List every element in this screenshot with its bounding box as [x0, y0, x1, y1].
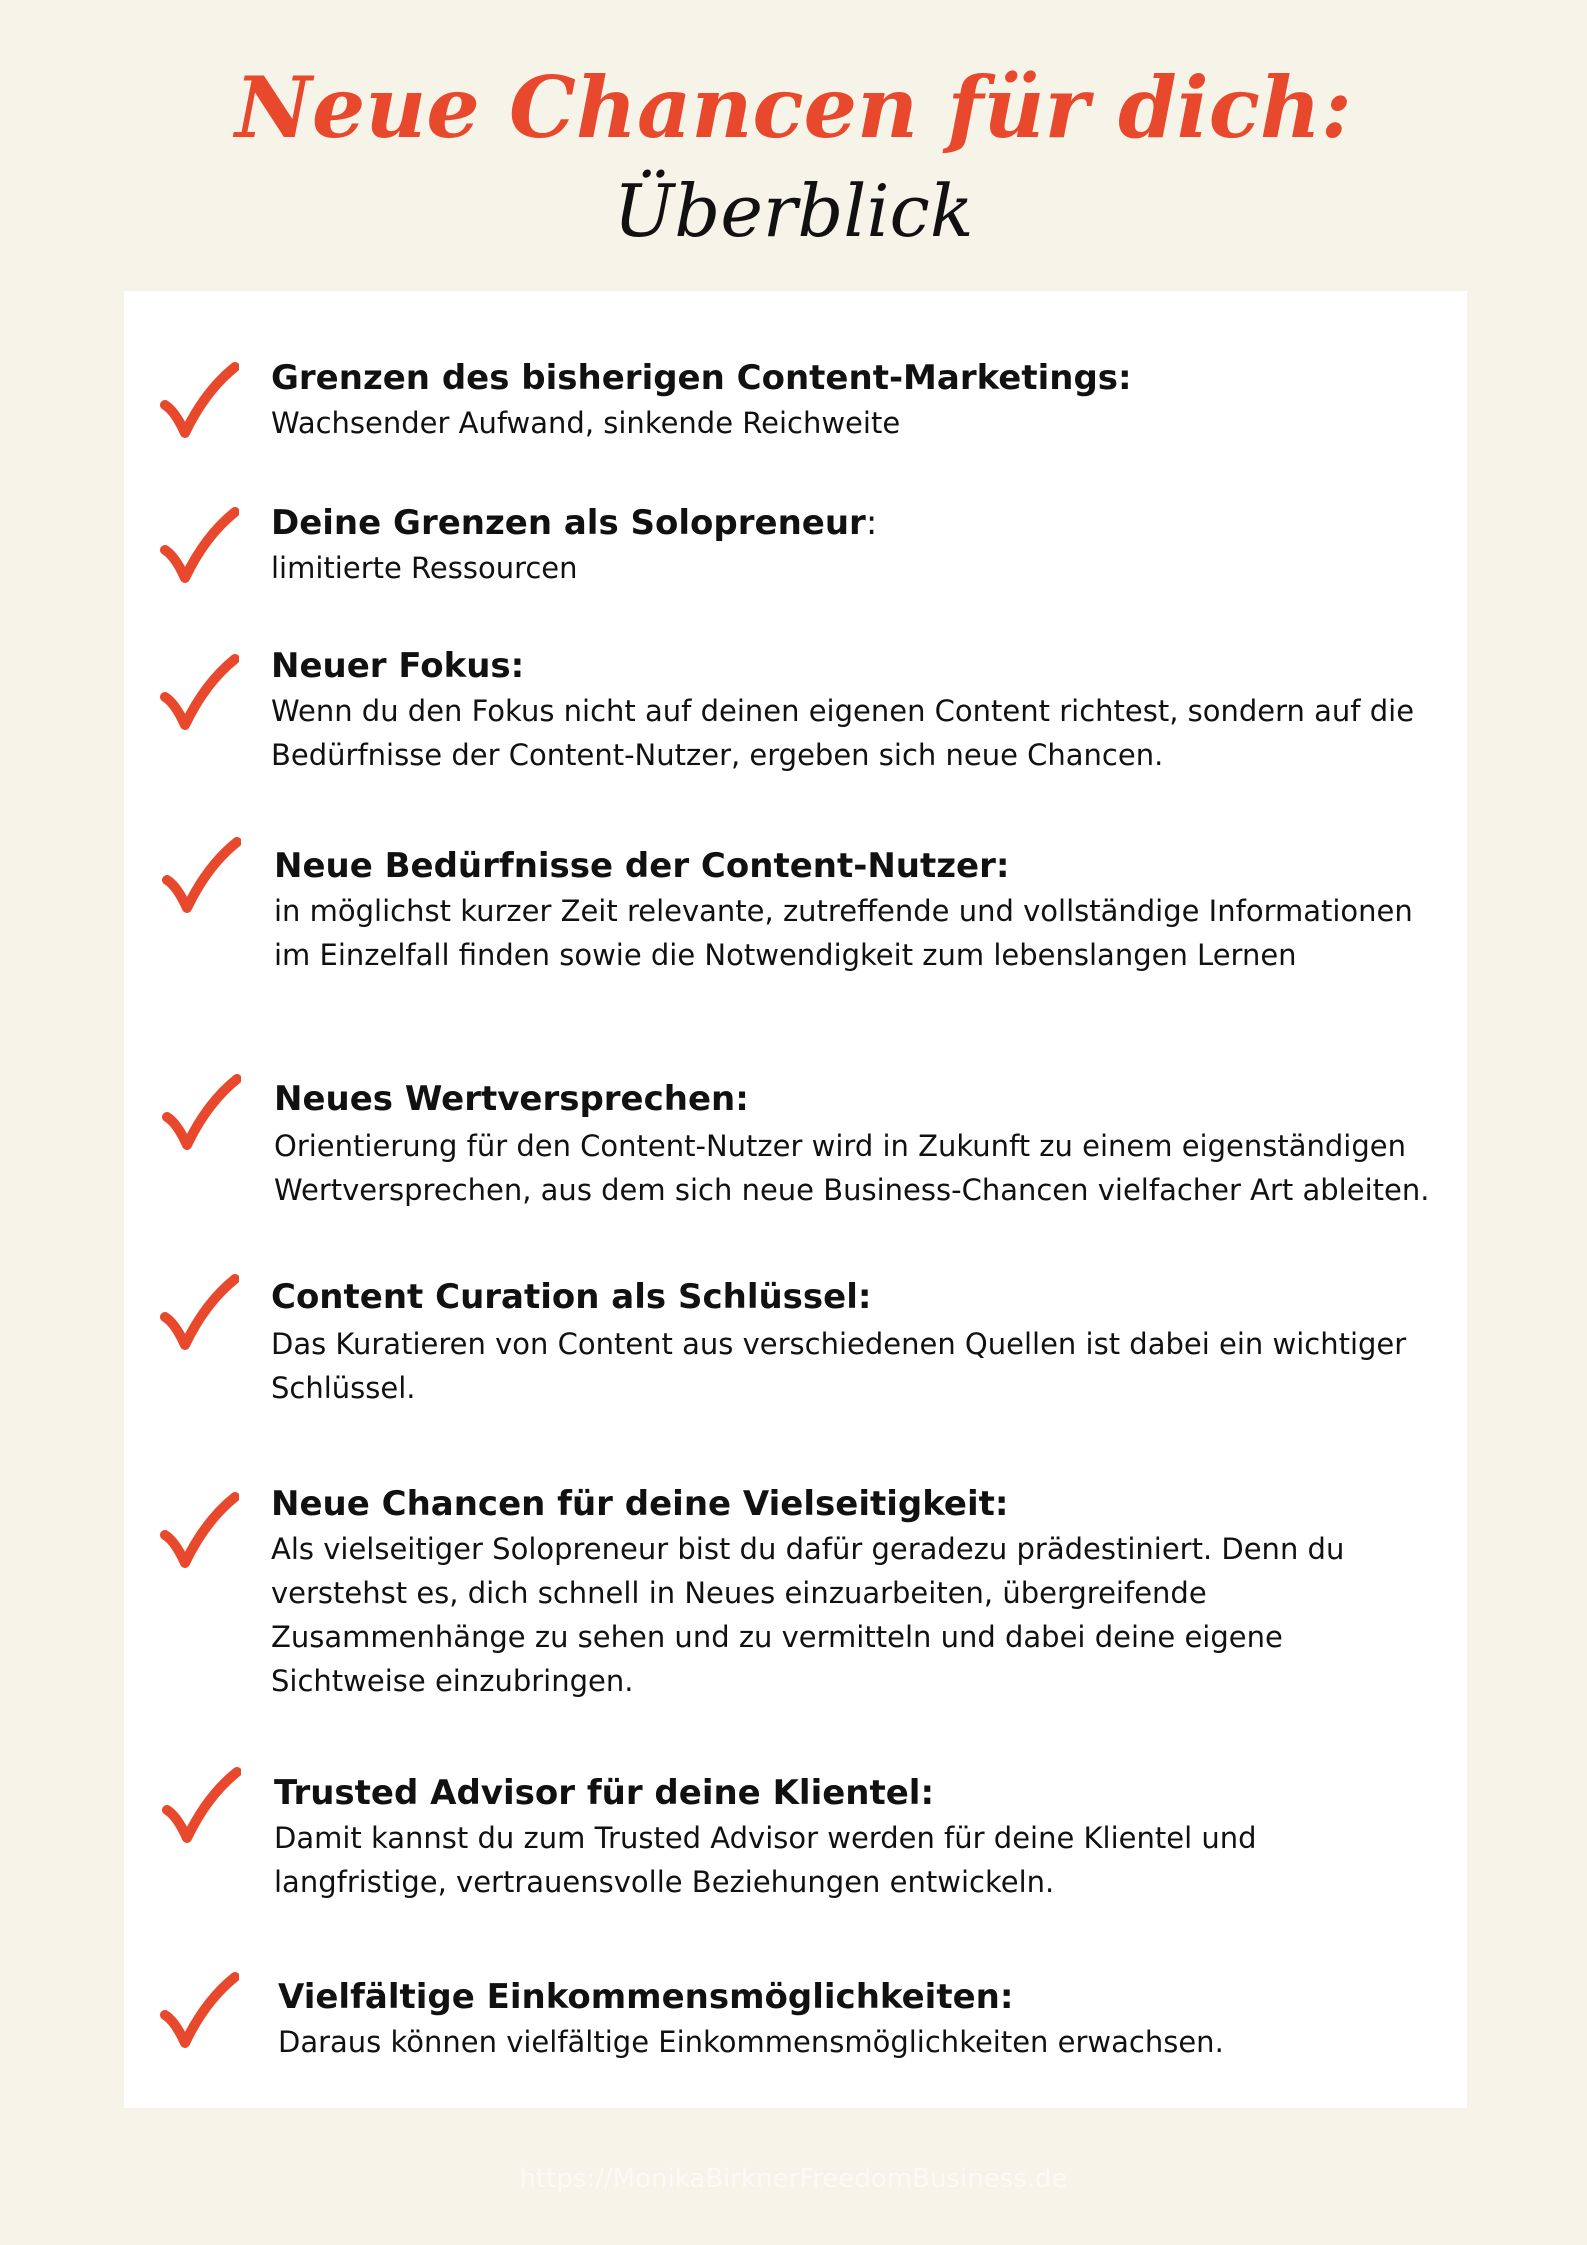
- item-description: limitierte Ressourcen: [271, 551, 578, 585]
- item-description: Orientierung für den Content-Nutzer wird in Zukunft zu einem eigenständigen Wertversprechen, aus dem sich neue Business-Chancen vielfacher Art ableiten.: [274, 1129, 1430, 1207]
- item-description: Wenn du den Fokus nicht auf deinen eigenen Content richtest, sondern auf die Bedürfnisse der Content-Nutzer, ergeben sich neue Chancen.: [271, 694, 1415, 772]
- checkmark-icon: [161, 1073, 241, 1153]
- footer-url: https://MonikaBirknerFreedomBusiness.de: [519, 2164, 1068, 2194]
- item-title: Vielfältige Einkommensmöglichkeiten:: [278, 1977, 1014, 2017]
- item-description: Wachsender Aufwand, sinkende Reichweite: [271, 406, 901, 440]
- checkmark-icon: [159, 361, 239, 441]
- item-description: in möglichst kurzer Zeit relevante, zutreffende und vollständige Informationen im Einzelfall finden sowie die Notwendigkeit zum lebenslangen Lernen: [274, 894, 1413, 972]
- item-title: Neue Chancen für deine Vielseitigkeit:: [271, 1484, 1009, 1524]
- checkmark-icon: [159, 1971, 239, 2051]
- page-title: Neue Chancen für dich:: [235, 58, 1352, 157]
- item-title: Neues Wertversprechen:: [274, 1079, 749, 1119]
- overview-card: [124, 291, 1467, 2108]
- item-description: Daraus können vielfältige Einkommensmöglichkeiten erwachsen.: [278, 2025, 1224, 2059]
- item-description: Das Kuratieren von Content aus verschiedenen Quellen ist dabei ein wichtiger Schlüssel.: [271, 1327, 1407, 1405]
- checkmark-icon: [159, 1273, 239, 1353]
- checkmark-icon: [161, 1766, 241, 1846]
- item-description: Damit kannst du zum Trusted Advisor werden für deine Klientel und langfristige, vertrauensvolle Beziehungen entwickeln.: [274, 1821, 1257, 1899]
- checkmark-icon: [159, 506, 239, 586]
- item-title: Trusted Advisor für deine Klientel:: [274, 1773, 935, 1813]
- item-title: [271, 501, 877, 545]
- item-title-colon: :: [865, 503, 878, 543]
- item-title: Content Curation als Schlüssel:: [271, 1277, 872, 1317]
- item-title: Neue Bedürfnisse der Content-Nutzer:: [274, 846, 1010, 886]
- checkmark-icon: [161, 836, 241, 916]
- item-title: Neuer Fokus:: [271, 646, 525, 686]
- item-title: Grenzen des bisherigen Content-Marketings:: [271, 358, 1132, 398]
- page-subtitle: Überblick: [613, 169, 974, 253]
- checkmark-icon: [159, 1491, 239, 1571]
- checkmark-icon: [159, 653, 239, 733]
- item-title-text: Deine Grenzen als Solopreneur: [271, 503, 866, 543]
- item-description: Als vielseitiger Solopreneur bist du dafür geradezu prädestiniert. Denn du verstehst es, dich schnell in Neues einzuarbeiten, übergreifende Zusammenhänge zu sehen und zu vermitteln und dabei deine eigene Sichtweise einzubringen.: [271, 1532, 1345, 1698]
